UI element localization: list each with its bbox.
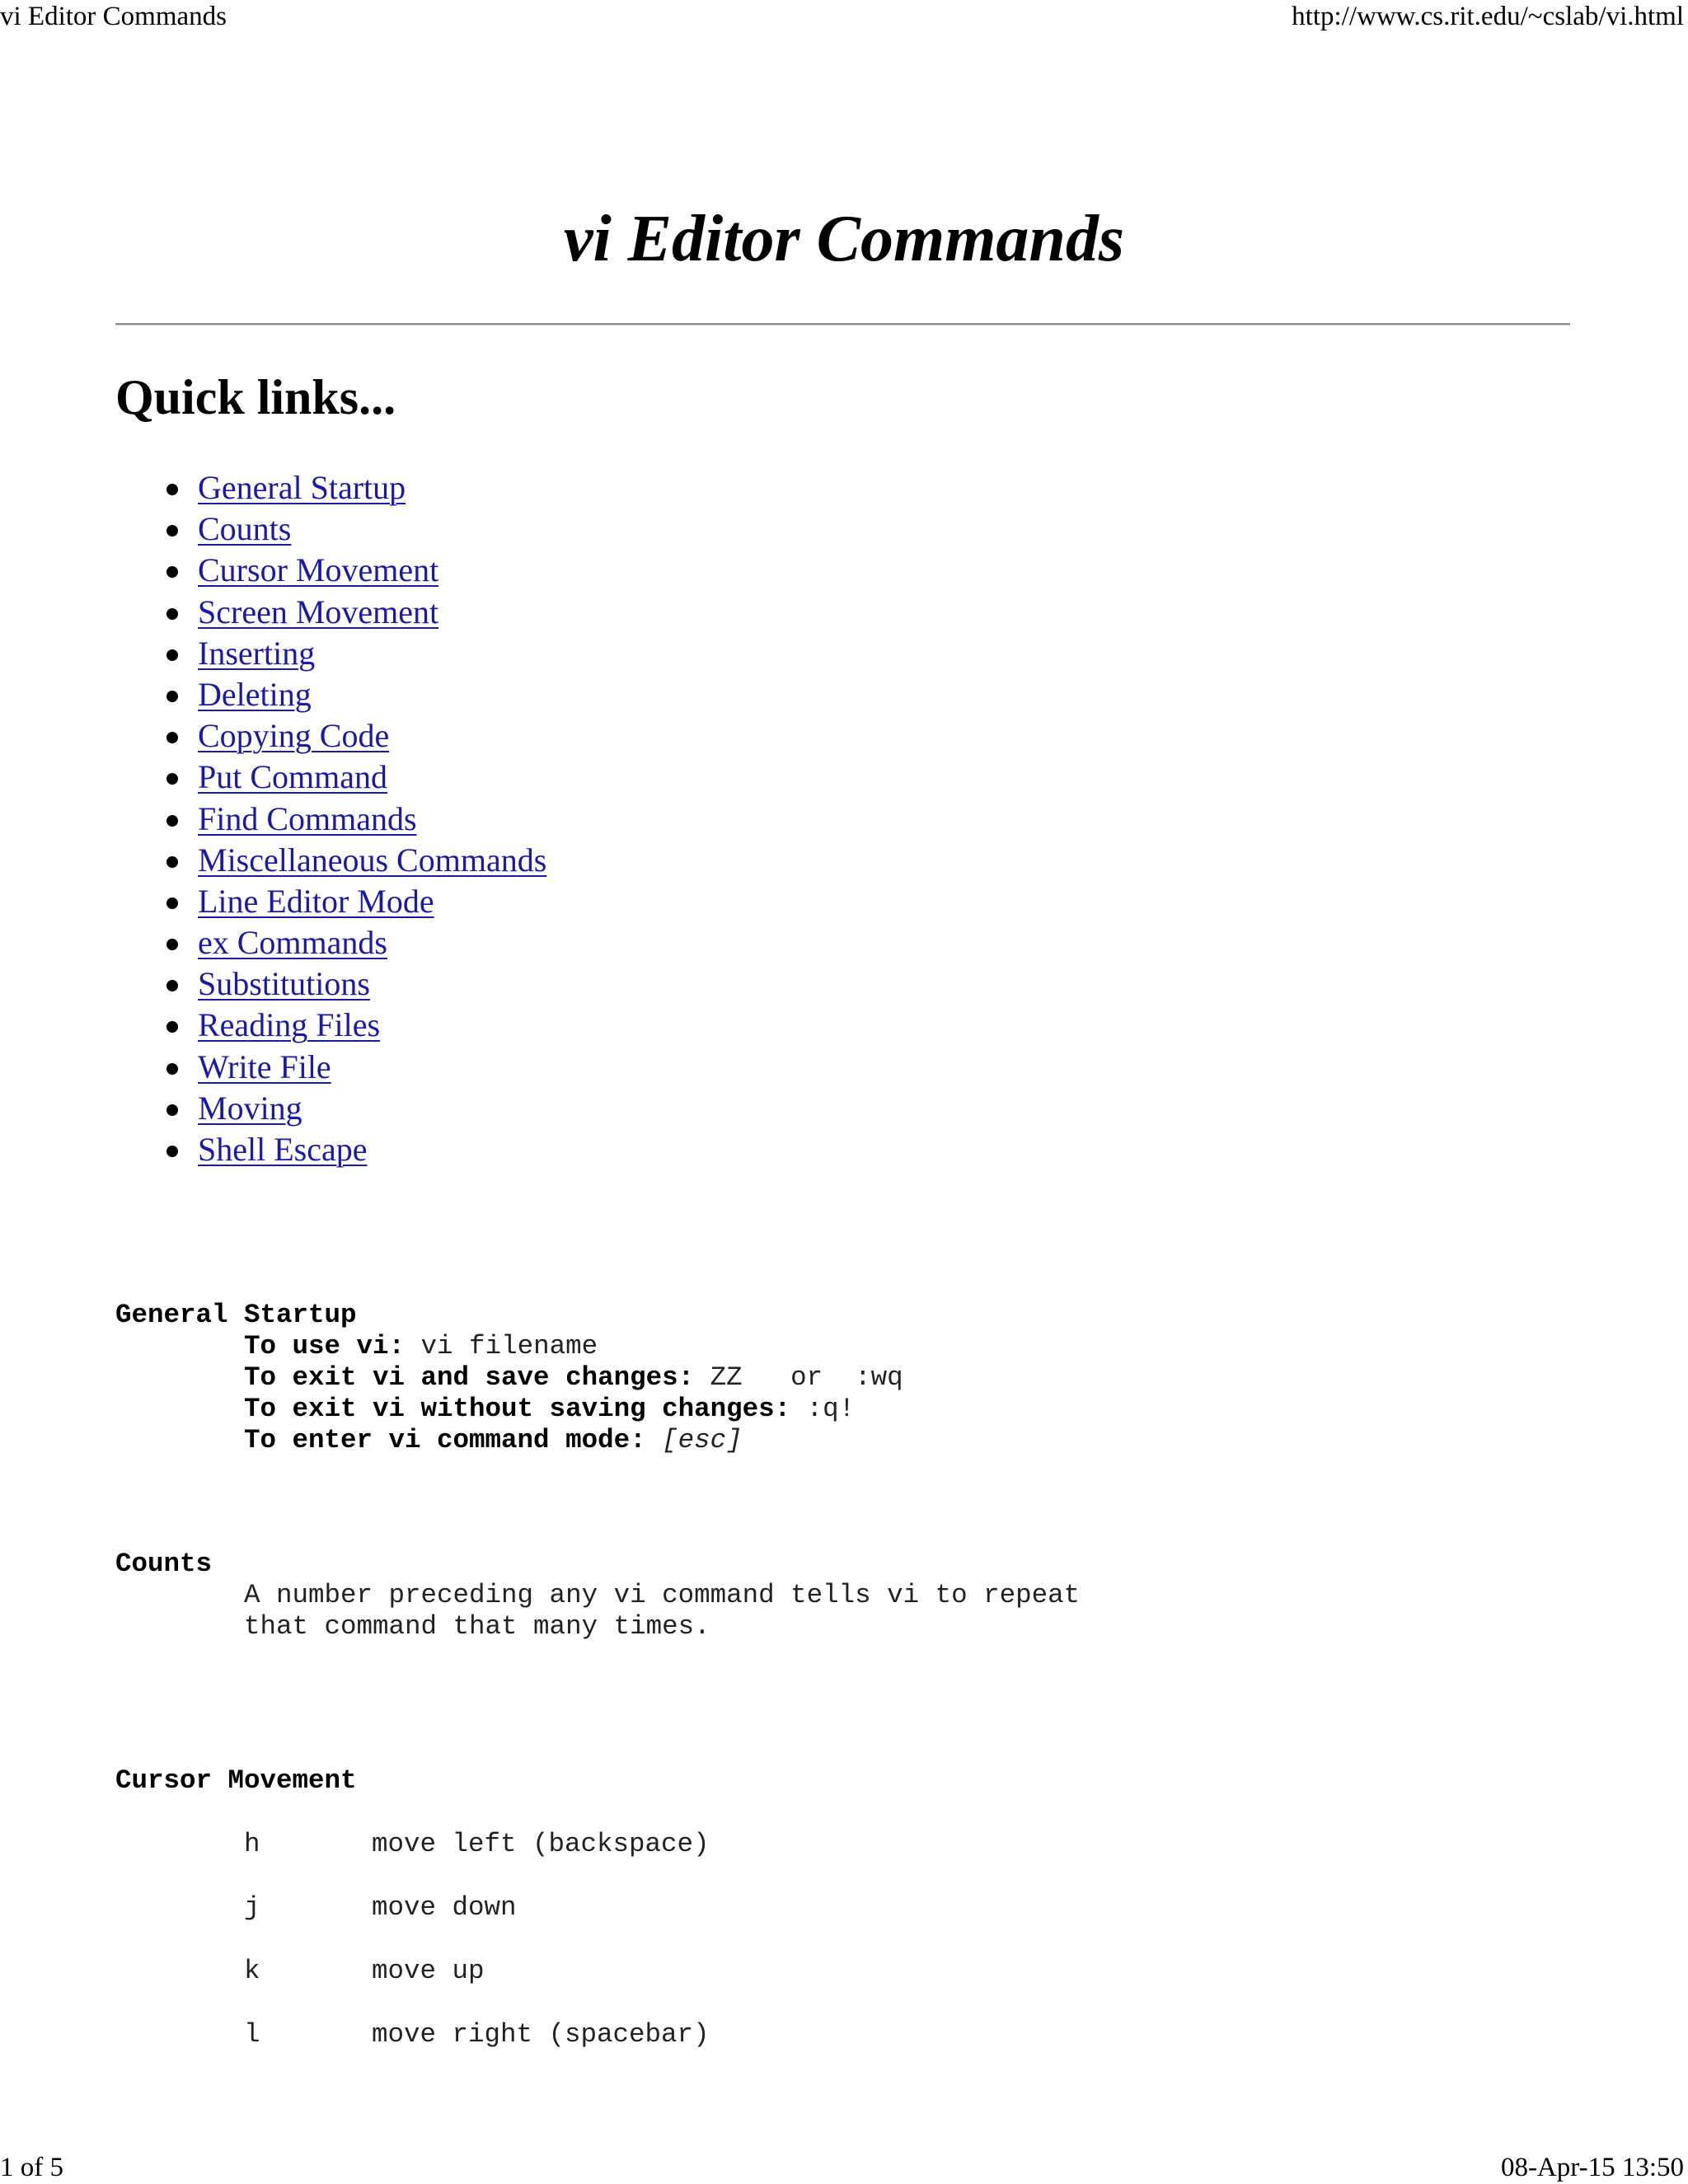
link-copying-code[interactable]: Copying Code (198, 717, 390, 755)
bullet-icon (166, 898, 178, 909)
quick-link-item (198, 1129, 546, 1170)
quick-link-item (198, 467, 546, 509)
command-description: move down (372, 1892, 517, 1923)
bullet-icon (166, 1104, 178, 1116)
bullet-icon (166, 856, 178, 868)
quick-link-item (198, 715, 546, 757)
quick-links-list (115, 467, 546, 1170)
quick-links-heading: Quick links... (115, 370, 396, 424)
quick-link-item (198, 633, 546, 674)
quick-link-item (198, 509, 546, 550)
quick-link-item (198, 881, 546, 922)
command-description: move right (spacebar) (372, 2019, 710, 2050)
link-shell-escape[interactable]: Shell Escape (198, 1131, 368, 1168)
row-label: To exit vi and save changes: (244, 1362, 695, 1393)
bullet-icon (166, 484, 178, 495)
quick-link-item (198, 963, 546, 1005)
section-heading-counts: Counts (115, 1549, 213, 1579)
bullet-icon (166, 1021, 178, 1033)
link-find-commands[interactable]: Find Commands (198, 799, 417, 837)
row-label: To use vi: (244, 1331, 406, 1361)
print-header-url: http://www.cs.rit.edu/~cslab/vi.html (1292, 2, 1684, 31)
print-footer (0, 2151, 1688, 2184)
row-label: To enter vi command mode: (244, 1425, 646, 1455)
quick-link-item (198, 550, 546, 591)
link-inserting[interactable]: Inserting (198, 634, 316, 672)
link-substitutions[interactable]: Substitutions (198, 965, 370, 1003)
link-cursor-movement[interactable]: Cursor Movement (198, 551, 439, 589)
bullet-icon (166, 939, 178, 950)
link-ex-commands[interactable]: ex Commands (198, 924, 387, 962)
print-header (0, 0, 1688, 33)
link-deleting[interactable]: Deleting (198, 675, 312, 713)
page-number: 1 of 5 (0, 2153, 63, 2182)
bullet-icon (166, 608, 178, 620)
bullet-icon (166, 566, 178, 578)
row-value: :q! (790, 1394, 856, 1424)
link-counts[interactable]: Counts (198, 510, 292, 548)
command-key: j (244, 1892, 260, 1923)
quick-link-item (198, 922, 546, 963)
command-key: l (244, 2019, 260, 2050)
bullet-icon (166, 1146, 178, 1157)
row-value: ZZ or :wq (694, 1362, 903, 1393)
title-divider (115, 323, 1570, 326)
row-value: [esc] (662, 1425, 743, 1455)
link-moving[interactable]: Moving (198, 1089, 302, 1127)
bullet-icon (166, 732, 178, 743)
counts-text-line: A number preceding any vi command tells vi to repeat (244, 1580, 1081, 1610)
quick-link-item (198, 1047, 546, 1088)
link-write-file[interactable]: Write File (198, 1047, 331, 1085)
link-reading-files[interactable]: Reading Files (198, 1006, 381, 1044)
bullet-icon (166, 815, 178, 827)
quick-link-item (198, 840, 546, 881)
bullet-icon (166, 980, 178, 991)
command-key: k (244, 1956, 260, 1986)
link-miscellaneous-commands[interactable]: Miscellaneous Commands (198, 841, 547, 879)
link-put-command[interactable]: Put Command (198, 758, 388, 796)
bullet-icon (166, 773, 178, 785)
link-general-startup[interactable]: General Startup (198, 469, 406, 506)
section-heading-general-startup: General Startup (115, 1300, 357, 1330)
link-line-editor-mode[interactable]: Line Editor Mode (198, 882, 434, 920)
quick-link-item (198, 1088, 546, 1129)
general-startup-row (244, 1394, 855, 1425)
bullet-icon (166, 649, 178, 661)
quick-link-item (198, 1005, 546, 1046)
print-header-title: vi Editor Commands (0, 2, 227, 31)
quick-link-item (198, 592, 546, 633)
row-value: vi filename (405, 1331, 598, 1361)
quick-link-item (198, 674, 546, 715)
section-heading-cursor-movement: Cursor Movement (115, 1765, 357, 1796)
command-description: move left (backspace) (372, 1829, 710, 1859)
bullet-icon (166, 1063, 178, 1075)
command-description: move up (372, 1956, 485, 1986)
quick-link-item (198, 757, 546, 798)
bullet-icon (166, 691, 178, 702)
row-label: To exit vi without saving changes: (244, 1394, 791, 1424)
page-title: vi Editor Commands (563, 203, 1125, 275)
bullet-icon (166, 525, 178, 537)
general-startup-row (244, 1425, 743, 1456)
general-startup-row (244, 1331, 598, 1362)
quick-link-item (198, 799, 546, 840)
link-screen-movement[interactable]: Screen Movement (198, 593, 439, 630)
print-timestamp: 08-Apr-15 13:50 (1500, 2153, 1684, 2182)
command-key: h (244, 1829, 260, 1859)
counts-text-line: that command that many times. (244, 1611, 710, 1642)
general-startup-row (244, 1362, 903, 1394)
